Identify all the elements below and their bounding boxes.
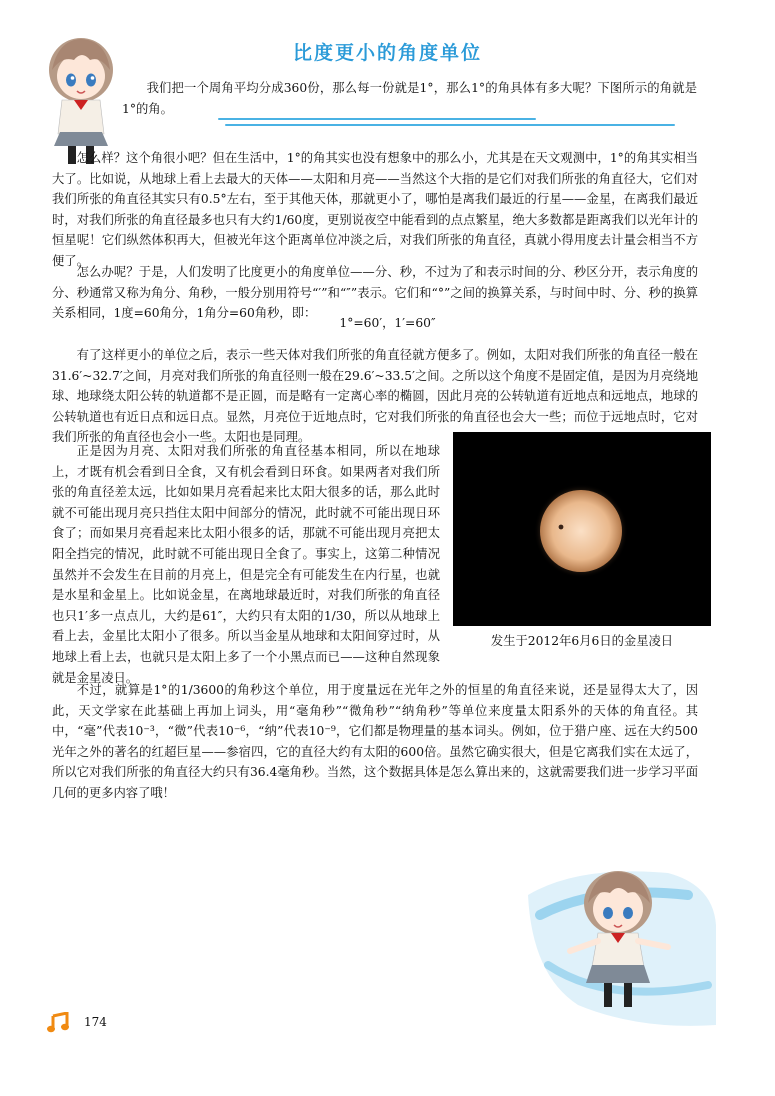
page-number: 174 xyxy=(84,1015,107,1029)
paragraph-1: 怎么样？这个角很小吧？但在生活中，1°的角其实也没有想象中的那么小，尤其是在天文观测中，1°的角其实相当大了。比如说，从地球上看上去最大的天体——太阳和月亮——当然这个大指的是它们对我们所张的角直径大，它们对我们所张的角直径其实只有0.5°左右，至于其他天体，那就更小了，哪怕是离我们最近的行星——金星，在离我们最近时，对我们所张的角直径最多也只有大约1/60度，更别说夜空中能看到的点点繁星，绝大多数都是距离我们以光年计的恒星呢！它们纵然体积再大，但被光年这个距离单位冲淡之后，对我们所张的角直径，真就小得用度去计量会相当不方便了。 xyxy=(52,151,698,268)
sun-disc-icon xyxy=(453,432,711,626)
intro-underline xyxy=(225,124,675,126)
intro-underline xyxy=(218,118,536,120)
paragraph-2: 怎么办呢？于是，人们发明了比度更小的角度单位——分、秒，不过为了和表示时间的分、秒区分开，表示角度的分、秒通常又称为角分、角秒，一般分别用符号“′”和“″”表示。它们和“°”之间的换算关系，与时间中时、分、秒的换算关系相同，1度=60角分，1角分=60角秒，即： xyxy=(52,265,698,321)
paragraph-5: 不过，就算是1°的1/3600的角秒这个单位，用于度量远在光年之外的恒星的角直径来说，还是显得太大了，因此，天文学家在此基础上再加上词头，用“毫角秒”“微角秒”“纳角秒”等单位来度量太阳系外的天体的角直径。其中，“毫”代表10⁻³，“微”代表10⁻⁶，“纳”代表10⁻⁹，它们都是物理量的基本词头。例如，位于猎户座、远在大约500光年之外的著名的红超巨星——参宿四，它的直径大约有太阳的600倍。虽然它确实很大，但是它离我们实在太远了，所以它对我们所张的角直径大约只有36.4毫角秒。当然，这个数据具体是怎么算出来的，这就需要我们进一步学习平面几何的更多内容了哦！ xyxy=(52,683,698,800)
conversion-formula: 1°=60′，1′=60″ xyxy=(339,316,436,330)
photo-caption: 发生于2012年6月6日的金星凌日 xyxy=(490,634,674,648)
paragraph-3: 有了这样更小的单位之后，表示一些天体对我们所张的角直径就方便多了。例如，太阳对我们所张的角直径一般在31.6′~32.7′之间，月亮对我们所张的角直径则一般在29.6′~33.5′之间。之所以这个角度不是固定值，是因为月亮绕地球、地球绕太阳公转的轨道都不是正圆，而是略有一定离心率的椭圆，因此月亮的公转轨道有近地点和远地点，地球的公转轨道也有近日点和远日点。显然，月亮位于近地点时，它对我们所张的角直径也会大一些；而位于远地点时，它对我们所张的角直径也会小一些。太阳也是同理。 xyxy=(52,348,698,445)
page-title: 比度更小的角度单位 xyxy=(292,42,482,64)
chibi-girl-illustration-bottom xyxy=(518,855,718,1030)
venus-dot-icon xyxy=(559,525,564,530)
music-note-icon xyxy=(46,1012,70,1034)
intro-paragraph: 我们把一个周角平均分成360份，那么每一份就是1°，那么1°的角具体有多大呢？下图所示的角就是1°的角。 xyxy=(122,81,697,116)
paragraph-4: 正是因为月亮、太阳对我们所张的角直径基本相同，所以在地球上，才既有机会看到日全食，又有机会看到日环食。如果两者对我们所张的角直径差太远，比如如果月亮看起来比太阳大很多的话，那么此时就不可能出现月亮只挡住太阳中间部分的情况，此时就不可能出现日环食了；而如果月亮看起来比太阳小很多的话，那就不可能出现月亮把太阳全挡完的情况，此时就不可能出现日全食了。事实上，这第二种情况虽然并不会发生在目前的月亮上，但是完全有可能发生在内行星，也就是水星和金星上。比如说金星，在离地球最近时，对我们所张的角直径也只1′多一点点儿，大约是61″，大约只有太阳的1/30，所以从地球上看上去，金星比太阳小了很多。所以当金星从地球和太阳间穿过时，从地球上看上去，也就只是太阳上多了一个小黑点而已——这种自然现象就是金星凌日。 xyxy=(52,444,440,685)
venus-transit-photo xyxy=(453,432,711,626)
